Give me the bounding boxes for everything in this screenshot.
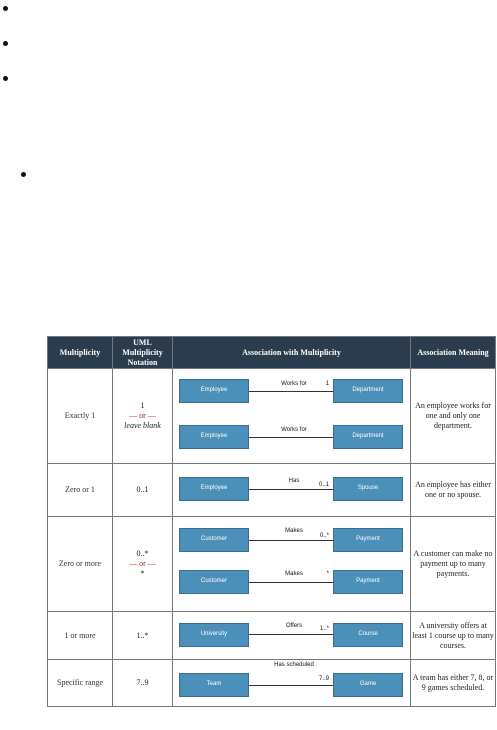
table-header-row bbox=[48, 337, 496, 369]
header-association: Association with Multiplicity bbox=[173, 337, 411, 369]
notation-value: 0..1 bbox=[136, 485, 149, 494]
association-line bbox=[249, 540, 333, 541]
class-box: Customer bbox=[179, 570, 249, 594]
association-line bbox=[249, 685, 333, 686]
notation-value: 0..* bbox=[136, 549, 149, 558]
association-diagram bbox=[173, 369, 410, 463]
association-label: Makes bbox=[285, 571, 303, 577]
notation-value: 1 bbox=[140, 401, 145, 410]
multiplicity-label: 0..1 bbox=[318, 482, 329, 488]
notation-cell bbox=[113, 517, 173, 612]
meaning-cell: A university offers at least 1 course up to many courses. bbox=[411, 612, 496, 660]
multiplicity-cell: Zero or more bbox=[48, 517, 113, 612]
class-box: Employee bbox=[179, 425, 249, 449]
table-row bbox=[48, 464, 496, 517]
meaning-cell: A team has either 7, 8, or 9 games scheduled. bbox=[411, 660, 496, 707]
or-separator: — or — bbox=[129, 411, 156, 420]
association-cell bbox=[173, 464, 411, 517]
class-box: Department bbox=[333, 425, 403, 449]
class-box: Customer bbox=[179, 528, 249, 552]
table-row bbox=[48, 517, 496, 612]
notation-cell bbox=[113, 369, 173, 464]
class-box: Game bbox=[333, 673, 403, 697]
association-cell bbox=[173, 612, 411, 660]
multiplicity-label: 1..* bbox=[319, 626, 329, 632]
notation-value: * bbox=[140, 569, 145, 578]
bullet-point bbox=[3, 41, 8, 46]
association-cell bbox=[173, 369, 411, 464]
class-box: Spouse bbox=[333, 477, 403, 501]
association-label: Has bbox=[288, 478, 300, 484]
header-meaning: Association Meaning bbox=[411, 337, 496, 369]
class-box: Team bbox=[179, 673, 249, 697]
class-box: Payment bbox=[333, 570, 403, 594]
multiplicity-cell: Specific range bbox=[48, 660, 113, 707]
association-diagram bbox=[173, 660, 410, 706]
association-cell bbox=[173, 517, 411, 612]
association-line bbox=[249, 437, 333, 438]
notation-cell bbox=[113, 660, 173, 707]
notation-value: leave blank bbox=[124, 421, 161, 430]
association-label: Works for bbox=[281, 427, 307, 433]
notation-value: 7..9 bbox=[136, 678, 149, 687]
table-row bbox=[48, 612, 496, 660]
association-label: Offers bbox=[285, 623, 303, 629]
header-notation: UML Multiplicity Notation bbox=[113, 337, 173, 369]
meaning-cell: An employee has either one or no spouse. bbox=[411, 464, 496, 517]
association-label: Has scheduled bbox=[274, 662, 314, 668]
association-diagram bbox=[173, 464, 410, 516]
meaning-cell: An employee works for one and only one department. bbox=[411, 369, 496, 464]
table-row bbox=[48, 369, 496, 464]
notation-value: 1..* bbox=[136, 630, 149, 640]
bullet-point bbox=[3, 76, 8, 81]
multiplicity-cell: Zero or 1 bbox=[48, 464, 113, 517]
association-line bbox=[249, 391, 333, 392]
class-box: Employee bbox=[179, 477, 249, 501]
class-box: Department bbox=[333, 379, 403, 403]
multiplicity-label: * bbox=[326, 571, 329, 577]
association-label: Makes bbox=[285, 528, 303, 534]
multiplicity-cell: 1 or more bbox=[48, 612, 113, 660]
association-diagram bbox=[173, 517, 410, 611]
class-box: Payment bbox=[333, 528, 403, 552]
notation-cell bbox=[113, 464, 173, 517]
association-line bbox=[249, 582, 333, 583]
multiplicity-cell: Exactly 1 bbox=[48, 369, 113, 464]
association-diagram bbox=[173, 612, 410, 659]
multiplicity-table bbox=[47, 336, 496, 707]
bullet-point bbox=[21, 172, 26, 177]
association-line bbox=[249, 489, 333, 490]
meaning-cell: A customer can make no payment up to many payments. bbox=[411, 517, 496, 612]
association-label: Works for bbox=[281, 381, 307, 387]
class-box: Employee bbox=[179, 379, 249, 403]
multiplicity-label: 0..* bbox=[319, 533, 329, 539]
association-line bbox=[249, 634, 333, 635]
multiplicity-label: 1 bbox=[325, 381, 329, 387]
notation-cell bbox=[113, 612, 173, 660]
class-box: University bbox=[179, 623, 249, 647]
class-box: Course bbox=[333, 623, 403, 647]
bullet-point bbox=[3, 6, 8, 11]
multiplicity-label: 7..9 bbox=[318, 676, 329, 682]
table-row bbox=[48, 660, 496, 707]
or-separator: — or — bbox=[129, 559, 156, 568]
header-multiplicity: Multiplicity bbox=[48, 337, 113, 369]
association-cell bbox=[173, 660, 411, 707]
